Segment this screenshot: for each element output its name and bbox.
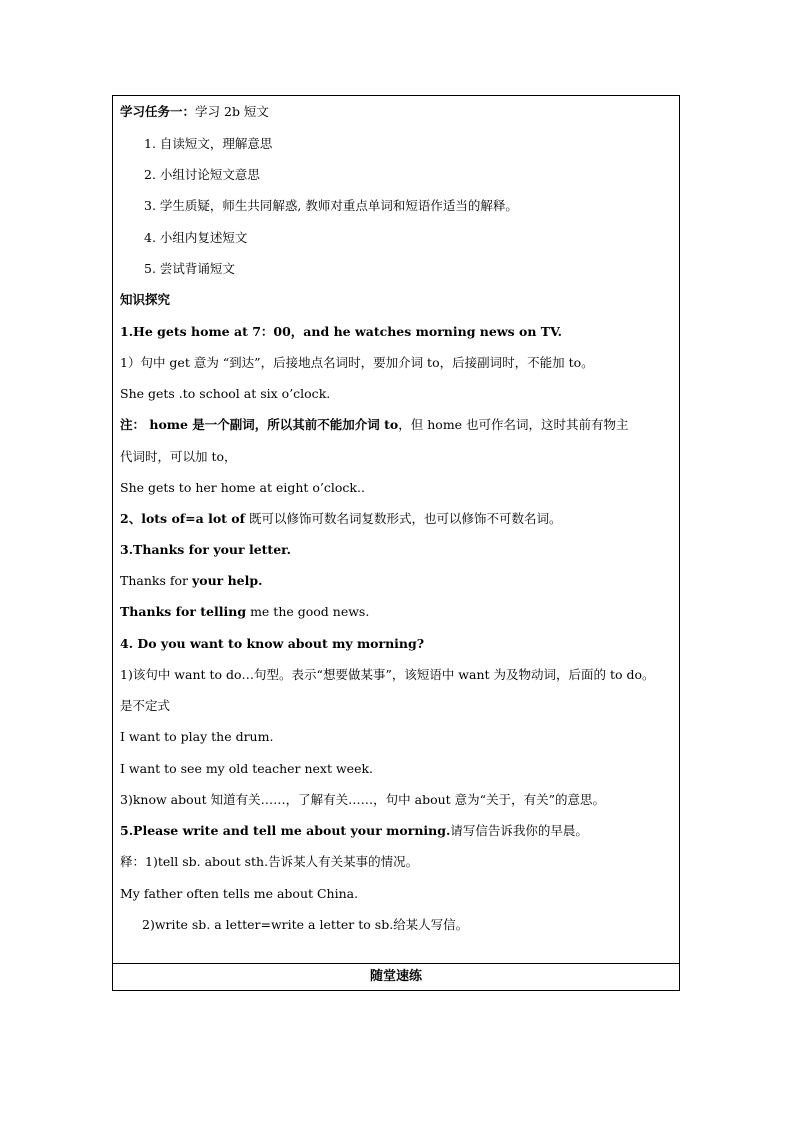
note-line [120, 417, 629, 433]
point-4-note: 1)该句中 want to do…句型。表示“想要做某事”，该短语中 want 为及物动词，后面的 to do。 [120, 667, 655, 682]
practice-heading: 随堂速练 [369, 969, 422, 984]
step-3: 3. 学生质疑，师生共同解惑, 教师对重点单词和短语作适当的解释。 [144, 198, 518, 213]
task-label: 学习任务一： [120, 104, 196, 119]
note-rest: ，但 home 也可作名词，这时其前有物主 [398, 417, 629, 432]
point-5-note: 释：1)tell sb. about sth.告诉某人有关某事的情况。 [120, 854, 419, 869]
point-4-note-continued: 是不定式 [120, 698, 171, 713]
point-5-text: 请写信告诉我你的早晨。 [450, 823, 588, 838]
example-sentence [120, 604, 369, 620]
point-2-title: 2、lots of=a lot of [120, 511, 246, 526]
step-4: 4. 小组内复述短文 [144, 230, 248, 245]
point-5-line [120, 823, 588, 839]
example-sentence: My father often tells me about China. [120, 886, 359, 901]
note-continued: 代词时，可以加 to， [120, 449, 237, 464]
example-sentence: She gets .to school at six o’clock. [120, 386, 331, 401]
step-2: 2. 小组讨论短文意思 [144, 167, 260, 182]
step-5: 5. 尝试背诵短文 [144, 261, 235, 276]
task-heading [120, 104, 269, 120]
example-sentence: She gets to her home at eight o’clock.. [120, 480, 365, 495]
point-4-note-3: 3)know about 知道有关……，了解有关……，句中 about 意为“关于，有关”的意思。 [120, 792, 605, 807]
example-sentence [120, 573, 262, 589]
point-4-title: 4. Do you want to know about my morning? [120, 636, 425, 651]
step-1: 1. 自读短文，理解意思 [144, 136, 273, 151]
example-bold: your help. [191, 573, 263, 588]
example-sentence: I want to play the drum. [120, 729, 274, 744]
note-label: 注： home 是一个副词，所以其前不能加介词 to [120, 417, 399, 432]
example-plain: Thanks for [120, 573, 192, 588]
example-plain: me the good news. [246, 604, 370, 619]
point-5-note-2: 2)write sb. a letter=write a letter to sb.给某人写信。 [142, 917, 469, 932]
example-sentence: I want to see my old teacher next week. [120, 761, 374, 776]
point-2-line [120, 511, 562, 527]
lesson-table [112, 95, 680, 991]
section-heading: 知识探究 [120, 292, 171, 307]
point-1-title: 1.He gets home at 7：00，and he watches morning news on TV. [120, 324, 562, 339]
point-1-note: 1）句中 get 意为 “到达”，后接地点名词时，要加介词 to，后接副词时，不能加 to。 [120, 355, 594, 370]
point-3-title: 3.Thanks for your letter. [120, 542, 291, 557]
example-bold: Thanks for telling [120, 604, 247, 619]
point-5-title: 5.Please write and tell me about your morning. [120, 823, 451, 838]
task-text: 学习 2b 短文 [195, 104, 269, 119]
point-2-text: 既可以修饰可数名词复数形式，也可以修饰不可数名词。 [245, 511, 562, 526]
